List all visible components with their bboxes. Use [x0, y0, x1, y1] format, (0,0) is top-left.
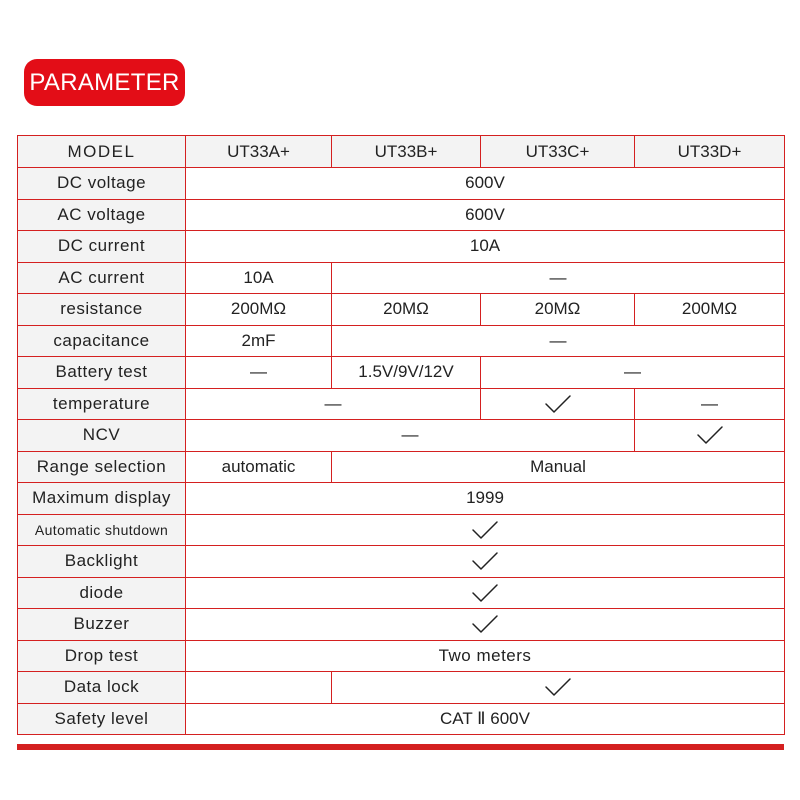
header-ut33a: UT33A+ [186, 136, 332, 168]
value-cell: — [186, 388, 481, 420]
value-cell: — [481, 357, 785, 389]
row-backlight [18, 546, 785, 578]
value-cell [186, 577, 785, 609]
row-ncv [18, 420, 785, 452]
row-label: AC current [18, 262, 186, 294]
value-cell: 20MΩ [481, 294, 635, 326]
row-label: diode [18, 577, 186, 609]
row-dc-current [18, 231, 785, 263]
row-data-lock [18, 672, 785, 704]
row-dc-voltage [18, 168, 785, 200]
row-ac-voltage [18, 199, 785, 231]
row-label: Data lock [18, 672, 186, 704]
row-label: temperature [18, 388, 186, 420]
check-icon [471, 550, 499, 572]
value-cell: 1.5V/9V/12V [332, 357, 481, 389]
value-cell: CAT Ⅱ 600V [186, 703, 785, 735]
row-safety-level [18, 703, 785, 735]
value-cell [186, 546, 785, 578]
row-label: Automatic shutdown [18, 514, 186, 546]
row-maximum-display [18, 483, 785, 515]
row-diode [18, 577, 785, 609]
value-cell: — [186, 420, 635, 452]
row-label: capacitance [18, 325, 186, 357]
header-ut33b: UT33B+ [332, 136, 481, 168]
bottom-bar [17, 744, 784, 750]
value-cell: 10A [186, 231, 785, 263]
spec-table [17, 135, 785, 735]
value-cell: Manual [332, 451, 785, 483]
value-cell: 1999 [186, 483, 785, 515]
row-temperature [18, 388, 785, 420]
value-cell [481, 388, 635, 420]
check-icon [544, 676, 572, 698]
row-range-selection [18, 451, 785, 483]
row-label: Backlight [18, 546, 186, 578]
check-icon [471, 613, 499, 635]
row-label: Safety level [18, 703, 186, 735]
value-cell: 10A [186, 262, 332, 294]
value-cell: 600V [186, 199, 785, 231]
row-label: Drop test [18, 640, 186, 672]
value-cell [186, 609, 785, 641]
row-label: DC voltage [18, 168, 186, 200]
row-buzzer [18, 609, 785, 641]
value-cell: — [186, 357, 332, 389]
header-row [18, 136, 785, 168]
value-cell: — [332, 262, 785, 294]
value-cell: Two meters [186, 640, 785, 672]
parameter-badge: PARAMETER [24, 59, 185, 106]
check-icon [471, 519, 499, 541]
row-capacitance [18, 325, 785, 357]
value-cell: — [635, 388, 785, 420]
row-resistance [18, 294, 785, 326]
row-label: Battery test [18, 357, 186, 389]
value-cell [186, 672, 332, 704]
row-label: resistance [18, 294, 186, 326]
row-automatic-shutdown [18, 514, 785, 546]
row-label: DC current [18, 231, 186, 263]
value-cell: — [332, 325, 785, 357]
header-model: MODEL [18, 136, 186, 168]
value-cell [635, 420, 785, 452]
row-label: Maximum display [18, 483, 186, 515]
check-icon [696, 424, 724, 446]
row-label: AC voltage [18, 199, 186, 231]
header-ut33d: UT33D+ [635, 136, 785, 168]
check-icon [471, 582, 499, 604]
row-drop-test [18, 640, 785, 672]
value-cell [332, 672, 785, 704]
header-ut33c: UT33C+ [481, 136, 635, 168]
check-icon [544, 393, 572, 415]
row-battery-test [18, 357, 785, 389]
value-cell: 200MΩ [635, 294, 785, 326]
row-label: Buzzer [18, 609, 186, 641]
row-label: NCV [18, 420, 186, 452]
row-label: Range selection [18, 451, 186, 483]
value-cell: 20MΩ [332, 294, 481, 326]
value-cell: 2mF [186, 325, 332, 357]
value-cell: automatic [186, 451, 332, 483]
value-cell: 600V [186, 168, 785, 200]
row-ac-current [18, 262, 785, 294]
value-cell: 200MΩ [186, 294, 332, 326]
value-cell [186, 514, 785, 546]
